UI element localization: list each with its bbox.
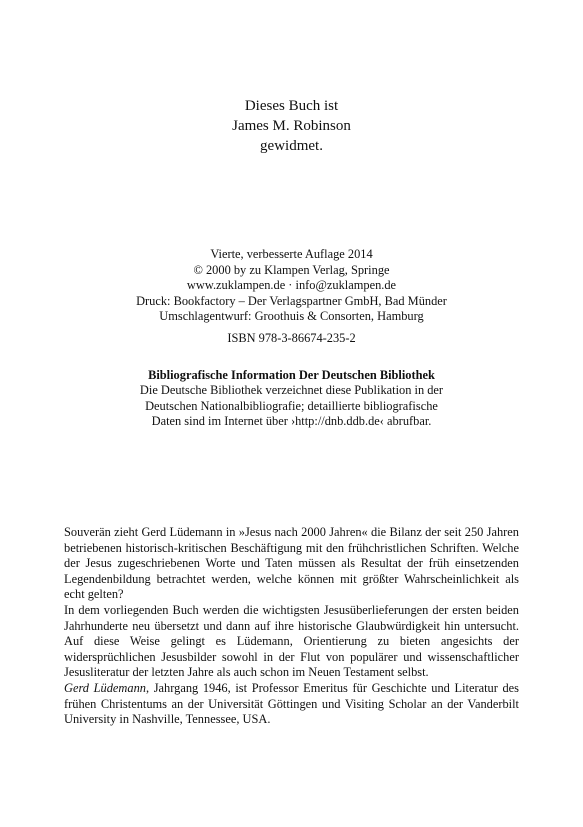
imprint (0, 247, 583, 325)
bibliographic-line: Daten sind im Internet über ›http://dnb.ddb.de‹ abrufbar. (151, 414, 432, 429)
edition-line: Vierte, verbesserte Auflage 2014 (210, 247, 373, 261)
description-paragraph: In dem vorliegenden Buch werden die wichtigsten Jesusüberlieferungen der ersten beiden Jahrhunderte neu übersetzt und dann auf ihre historische Glaubwürdigkeit hin untersucht. Auf diese Weise gelingt es Lüdemann, Orientierung zu bieten angesichts der widersprüchlichen Jesusbilder sowohl in der Flut von populärer und wissenschaftlicher Jesusliteratur der letzten Jahre als auch schon im Neuen Testament selbst. (64, 602, 519, 680)
author-bio (64, 681, 519, 728)
cover-design-line: Umschlagentwurf: Groothuis & Consorten, Hamburg (159, 309, 424, 324)
author-name: Gerd Lüdemann (64, 680, 146, 695)
isbn: ISBN 978-3-86674-235-2 (227, 331, 356, 345)
printer-line: Druck: Bookfactory – Der Verlagspartner GmbH, Bad Münder (136, 293, 447, 308)
bibliographic-line: Die Deutsche Bibliothek verzeichnet diese Publikation in der (139, 383, 444, 398)
description-paragraph: Souverän zieht Gerd Lüdemann in »Jesus nach 2000 Jahren« die Bilanz der seit 250 Jahren betriebenen historisch-kritischen Beschäftigung mit den frühchristlichen Schriften. Welche der Jesus zugeschriebenen Worte und Taten müssen als Resultat der früh einsetzenden Legendenbildung betrachtet werden, welche können mit größter Wahrscheinlichkeit als echt gelten? (64, 525, 519, 602)
author-bio-text: , Jahrgang 1946, ist Professor Emeritus für Geschichte und Literatur des frühen Christentums an der Universität Göttingen und Visiting Scholar an der Vanderbilt University in Nashville, Tennessee, USA. (64, 680, 520, 727)
bibliographic-info (0, 368, 583, 430)
book-description (64, 525, 519, 728)
website-line: www.zuklampen.de · info@zuklampen.de (186, 278, 397, 293)
dedication-line: Dieses Buch ist (244, 98, 339, 114)
dedication-line: gewidmet. (260, 138, 323, 154)
bibliographic-heading: Bibliografische Information Der Deutschen Bibliothek (148, 368, 435, 382)
bibliographic-line: Deutschen Nationalbibliografie; detaillierte bibliografische (145, 398, 438, 413)
copyright-line: © 2000 by zu Klampen Verlag, Springe (193, 262, 390, 277)
dedication (0, 96, 583, 156)
dedication-line: James M. Robinson (232, 118, 351, 134)
